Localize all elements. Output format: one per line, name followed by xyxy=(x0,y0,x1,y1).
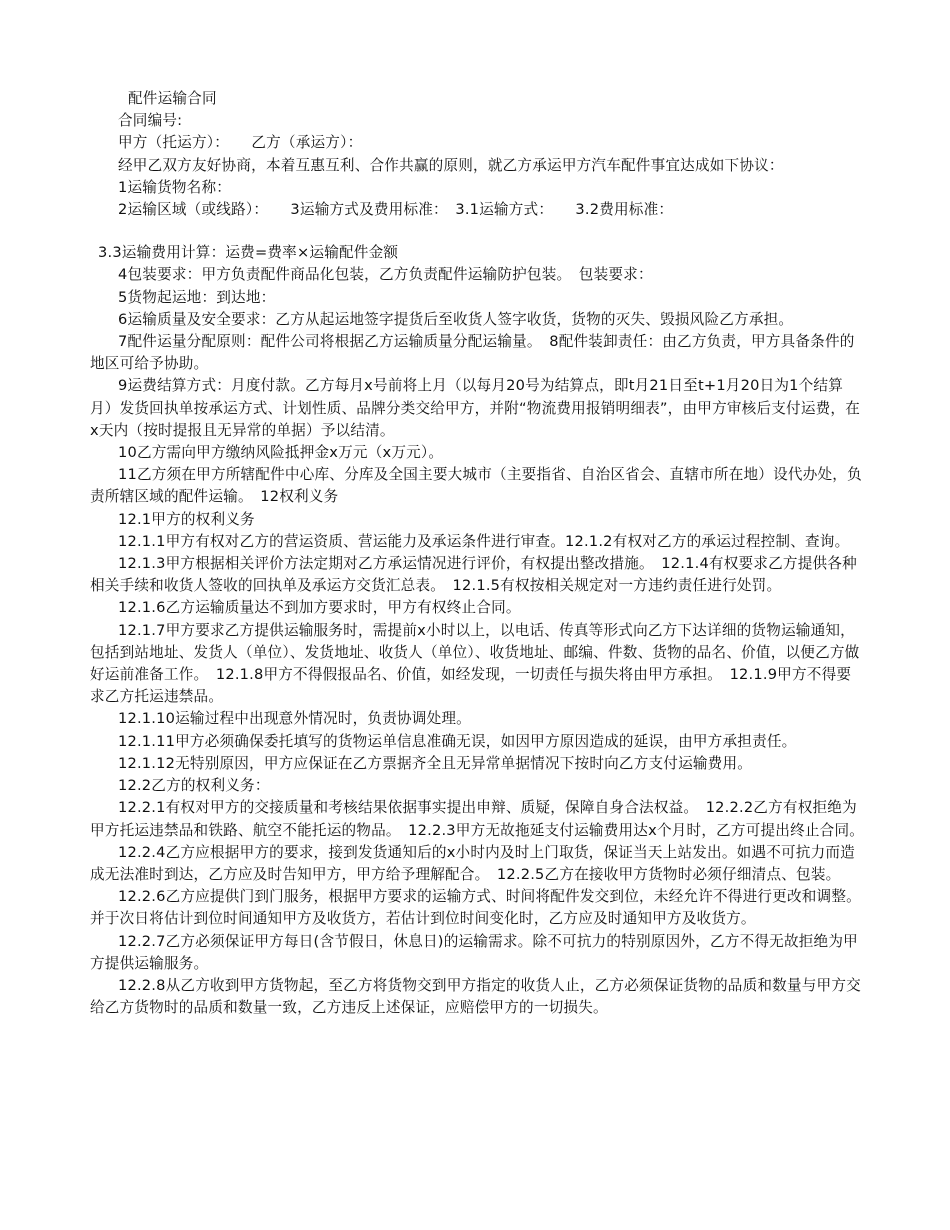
paragraph: 11乙方须在甲方所辖配件中心库、分库及全国主要大城市（主要指省、自治区省会、直辖市所在地）设代办处，负责所辖区域的配件运输。 12权利义务 xyxy=(90,466,862,506)
paragraph: 4包装要求：甲方负责配件商品化包装，乙方负责配件运输防护包装。 包装要求： xyxy=(118,266,653,284)
paragraph: 10乙方需向甲方缴纳风险抵押金x万元（x万元）。 xyxy=(118,444,444,462)
paragraph: 12.1.3甲方根据相关评价方法定期对乙方承运情况进行评价，有权提出整改措施。 12.1.4有权要求乙方提供各种相关手续和收货人签收的回执单及承运方交货汇总表。 12.1.5有权按相关规定对一方违约责任进行处罚。 xyxy=(90,555,857,595)
paragraph: 12.2.4乙方应根据甲方的要求，接到发货通知后的x小时内及时上门取货，保证当天上站发出。如遇不可抗力而造成无法准时到达，乙方应及时告知甲方，甲方给予理解配合。 12.2.5乙方在接收甲方货物时必须仔细清点、包装。 xyxy=(90,843,855,883)
contract-title: 配件运输合同 xyxy=(128,90,217,107)
paragraph: 3.3运输费用计算：运费=费率×运输配件金额 xyxy=(98,244,399,262)
paragraph: 12.1.10运输过程中出现意外情况时，负责协调处理。 xyxy=(118,710,471,728)
paragraph: 12.2.8从乙方收到甲方货物起，至乙方将货物交到甲方指定的收货人止，乙方必须保证货物的品质和数量与甲方交给乙方货物时的品质和数量一致，乙方违反上述保证，应赔偿甲方的一切损失。 xyxy=(90,976,861,1017)
paragraph: 12.2.6乙方应提供门到门服务，根据甲方要求的运输方式、时间将配件发交到位，未经允许不得进行更改和调整。并于次日将估计到位时间通知甲方及收货方，若估计到位时间变化时，乙方应及时通知甲方及收货方。 xyxy=(90,888,861,928)
paragraph: 12.2.1有权对甲方的交接质量和考核结果依据事实提出申辩、质疑，保障自身合法权益。 12.2.2乙方有权拒绝为甲方托运违禁品和铁路、航空不能托运的物品。 12.2.3甲方无故拖延支付运输费用达x个月时，乙方可提出终止合同。 xyxy=(90,799,865,839)
paragraph: 12.1甲方的权利义务 xyxy=(118,510,255,528)
paragraph: 9运费结算方式：月度付款。乙方每月x号前将上月（以每月20号为结算点，即t月21日至t+1月20日为1个结算月）发货回执单按承运方式、计划性质、品牌分类交给甲方，并附“物流费用报销明细表”，由甲方审核后支付运费，在x天内（按时提报且无异常的单据）予以结清。 xyxy=(90,377,861,439)
paragraph: 5货物起运地：到达地： xyxy=(118,288,276,306)
contract-body xyxy=(90,88,865,1019)
paragraph: 12.1.7甲方要求乙方提供运输服务时，需提前x小时以上，以电话、传真等形式向乙方下达详细的货物运输通知，包括到站地址、发货人（单位）、发货地址、收货人（单位）、收货地址、邮编、件数、货物的品名、价值，以便乙方做好运前准备工作。 12.1.8甲方不得假报品名、价值，如经发现，一切责任与损失将由甲方承担。 12.1.9甲方不得要求乙方托运违禁品。 xyxy=(90,621,860,706)
paragraph: 7配件运量分配原则：配件公司将根据乙方运输质量分配运输量。 8配件装卸责任：由乙方负责，甲方具备条件的地区可给予协助。 xyxy=(90,333,855,373)
paragraph: 12.1.6乙方运输质量达不到加方要求时，甲方有权终止合同。 xyxy=(118,599,521,617)
paragraph: 12.1.12无特别原因，甲方应保证在乙方票据齐全且无异常单据情况下按时向乙方支付运输费用。 xyxy=(118,754,753,772)
paragraph: 6运输质量及安全要求：乙方从起运地签字提货后至收货人签字收货，货物的灭失、毁损风险乙方承担。 xyxy=(118,310,794,328)
paragraph: 经甲乙双方友好协商，本着互惠互利、合作共赢的原则，就乙方承运甲方汽车配件事宜达成如下协议： xyxy=(118,156,784,174)
paragraph: 12.2.7乙方必须保证甲方每日(含节假日，休息日)的运输需求。除不可抗力的特别原因外，乙方不得无故拒绝为甲方提供运输服务。 xyxy=(90,932,858,972)
paragraph: 合同编号: xyxy=(118,112,183,130)
paragraph: 2运输区域（或线路）： 3运输方式及费用标准： 3.1运输方式： 3.2费用标准： xyxy=(118,201,674,219)
paragraph: 1运输货物名称： xyxy=(118,178,232,196)
paragraph: 甲方（托运方）： 乙方（承运方）： xyxy=(118,134,363,152)
paragraph: 12.1.11甲方必须确保委托填写的货物运单信息准确无误，如因甲方原因造成的延误，由甲方承担责任。 xyxy=(118,732,797,750)
paragraph: 12.2乙方的权利义务： xyxy=(118,777,270,795)
paragraph: 12.1.1甲方有权对乙方的营运资质、营运能力及承运条件进行审查。12.1.2有权对乙方的承运过程控制、查询。 xyxy=(118,532,850,550)
